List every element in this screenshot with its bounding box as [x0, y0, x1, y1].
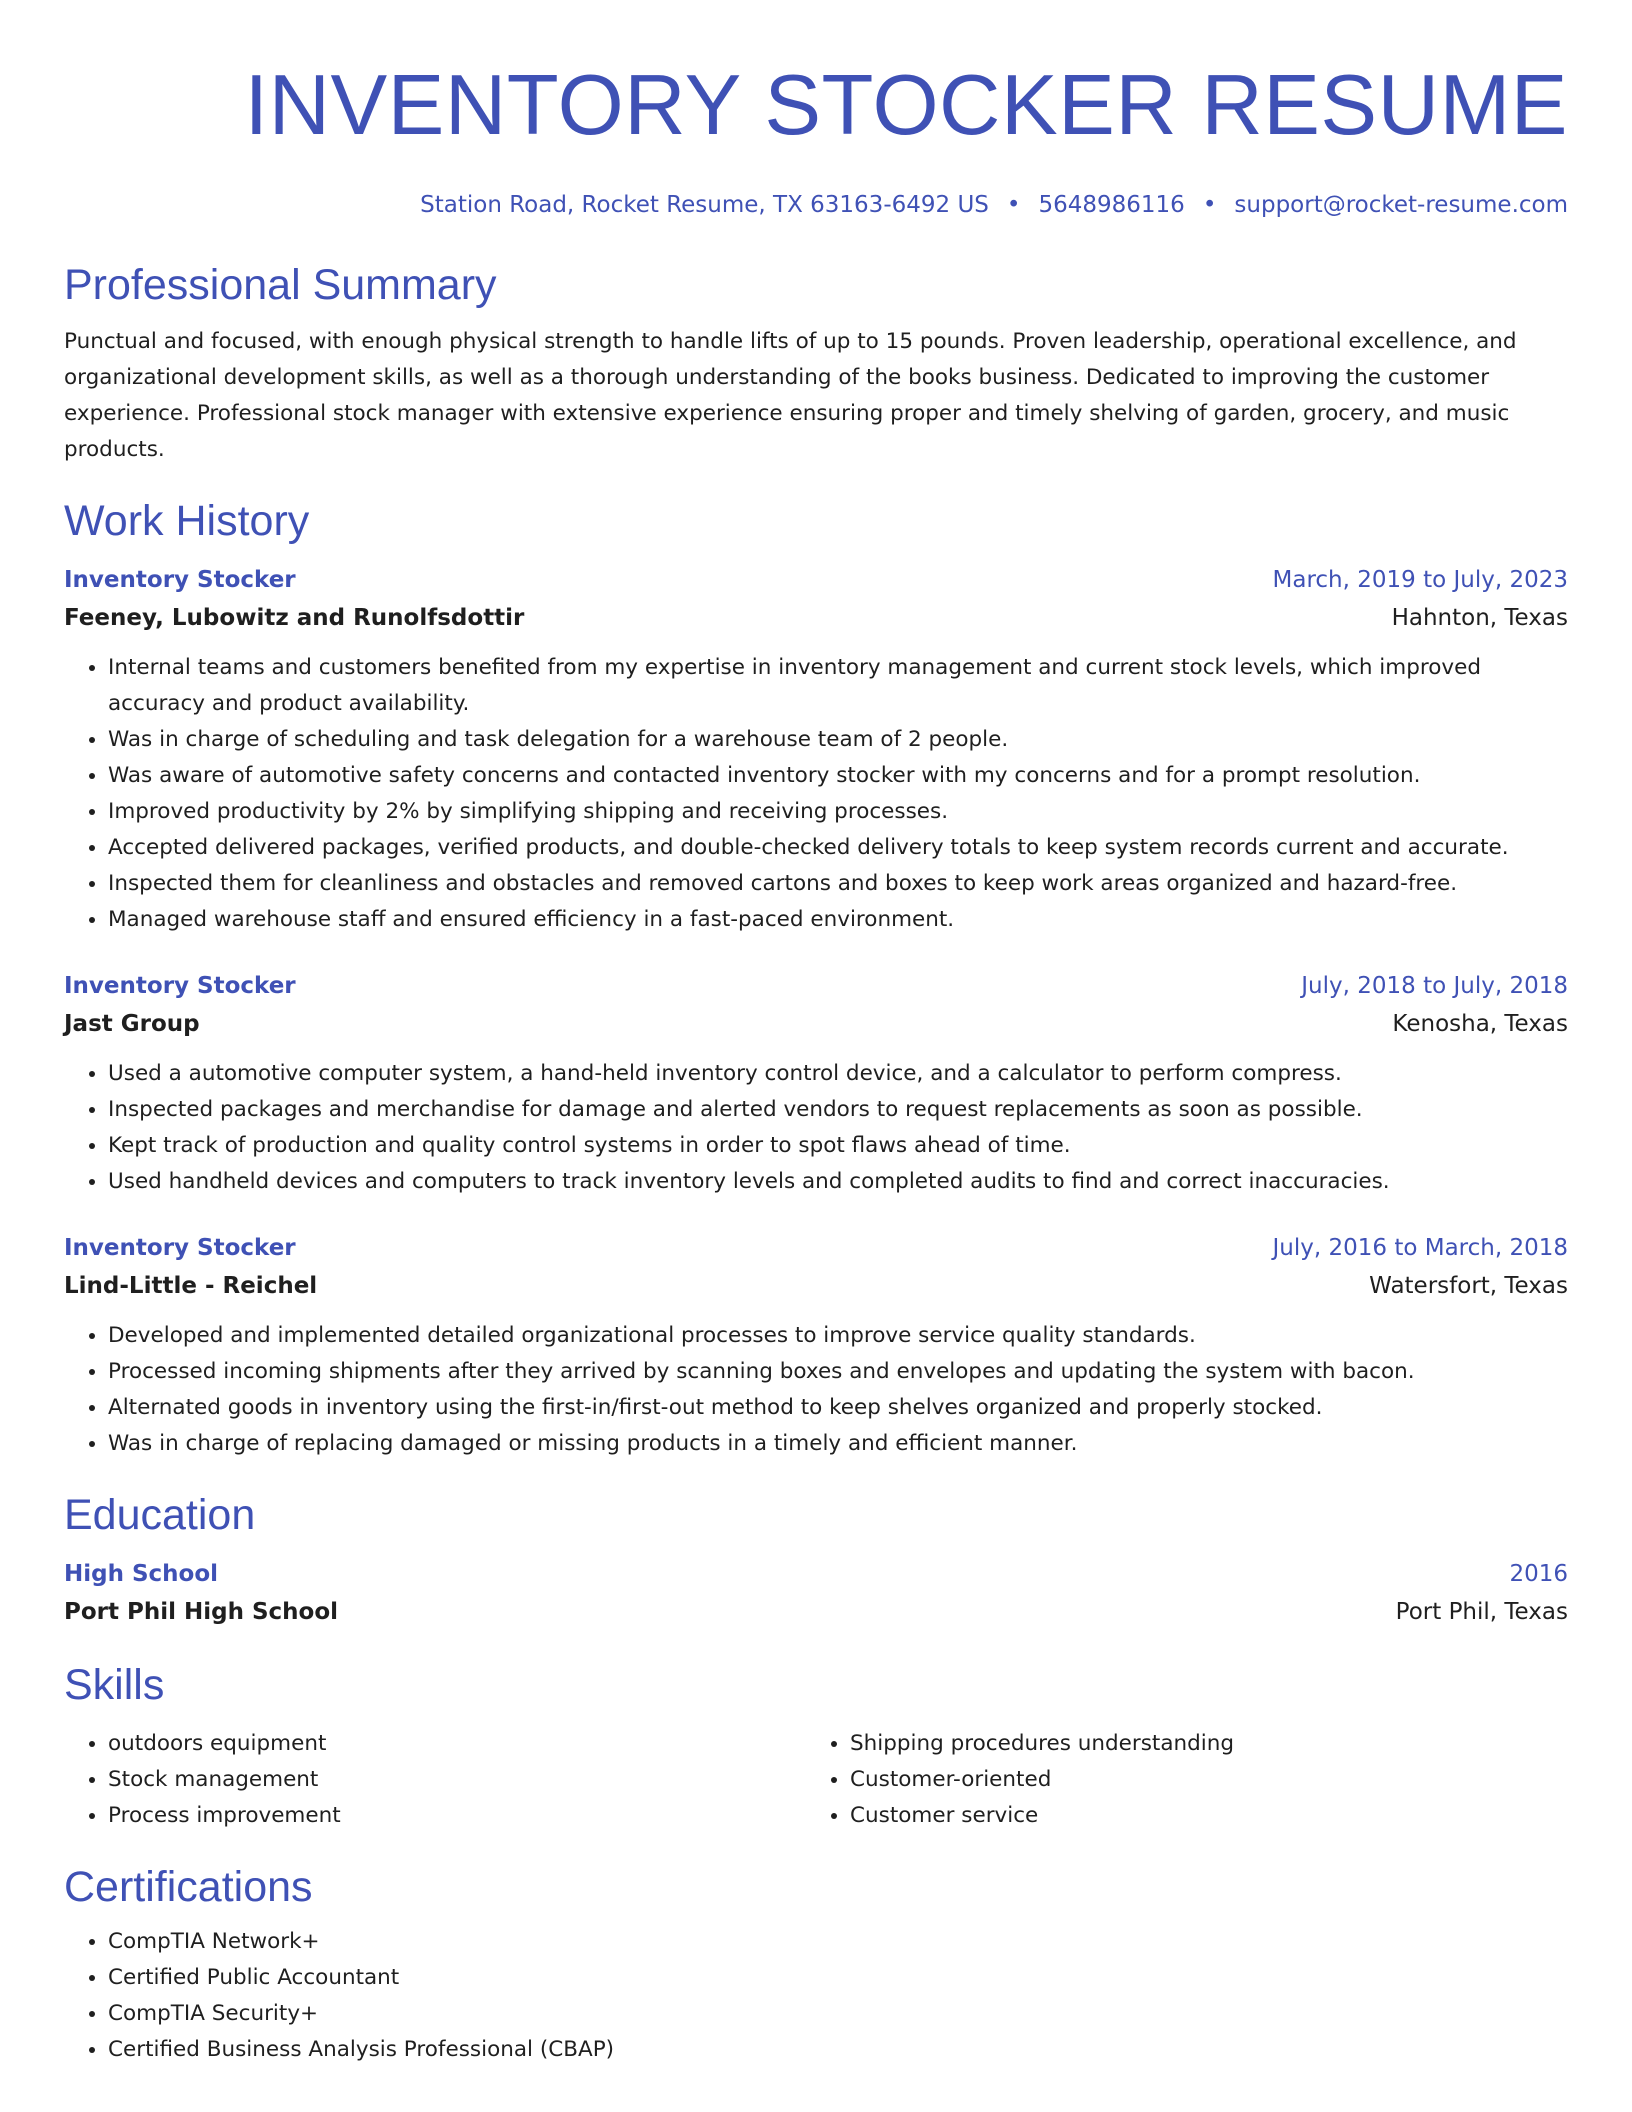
- job-title: Inventory Stocker: [64, 973, 296, 999]
- job-title-row: [64, 562, 1568, 598]
- job-bullet: • Improved productivity by 2% by simplifying shipping and receiving processes.: [108, 794, 1568, 830]
- summary-heading: Professional Summary: [64, 261, 497, 309]
- job-company-row: [64, 1266, 1568, 1306]
- work-history-heading: Work History: [64, 497, 310, 545]
- contact-phone: 5648986116: [1038, 192, 1185, 218]
- job-entry: [64, 562, 1568, 938]
- job-title-row: [64, 1230, 1568, 1266]
- job-company-row: [64, 1004, 1568, 1044]
- job-bullet: • Used handheld devices and computers to track inventory levels and completed audits to find and correct inaccuracies.: [108, 1164, 1568, 1200]
- job-company: Feeney, Lubowitz and Runolfsdottir: [64, 605, 525, 631]
- job-title: Inventory Stocker: [64, 567, 296, 593]
- job-bullet: • Was in charge of scheduling and task delegation for a warehouse team of 2 people.: [108, 722, 1568, 758]
- skill-item: • outdoors equipment: [108, 1726, 806, 1762]
- job-location: Watersfort, Texas: [1369, 1273, 1568, 1299]
- skill-item: • Shipping procedures understanding: [850, 1726, 1548, 1762]
- education-year: 2016: [1509, 1561, 1568, 1587]
- skills-heading: Skills: [64, 1661, 165, 1709]
- education-entry: [64, 1556, 1568, 1632]
- job-company: Jast Group: [64, 1011, 200, 1037]
- education-location: Port Phil, Texas: [1395, 1599, 1568, 1625]
- job-bullet: • Was aware of automotive safety concerns and contacted inventory stocker with my concerns and for a prompt resolution.: [108, 758, 1568, 794]
- job-dates: July, 2018 to July, 2018: [1301, 973, 1568, 999]
- resume-name: INVENTORY STOCKER RESUME: [244, 58, 1568, 153]
- job-location: Hahnton, Texas: [1391, 605, 1568, 631]
- job-bullet: • Inspected packages and merchandise for damage and alerted vendors to request replacements as soon as possible.: [108, 1092, 1568, 1128]
- education-heading: Education: [64, 1491, 256, 1539]
- skills-grid: [64, 1726, 1568, 1834]
- job-bullet: • Managed warehouse staff and ensured efficiency in a fast-paced environment.: [108, 902, 1568, 938]
- contact-email[interactable]: support@rocket-resume.com: [1234, 192, 1568, 218]
- skill-item: • Customer service: [850, 1798, 1548, 1834]
- job-bullet: • Accepted delivered packages, verified products, and double-checked delivery totals to keep system records current and accurate.: [108, 830, 1568, 866]
- job-bullet: • Alternated goods in inventory using the first-in/first-out method to keep shelves organized and properly stocked.: [108, 1390, 1568, 1426]
- job-bullet: • Kept track of production and quality control systems in order to spot flaws ahead of time.: [108, 1128, 1568, 1164]
- job-location: Kenosha, Texas: [1392, 1011, 1568, 1037]
- contact-separator: •: [1202, 192, 1217, 218]
- job-company-row: [64, 598, 1568, 638]
- job-bullet: • Used a automotive computer system, a hand-held inventory control device, and a calculator to perform compress.: [108, 1056, 1568, 1092]
- resume-page: [64, 0, 1568, 2068]
- job-entry: [64, 1230, 1568, 1462]
- education-degree-row: [64, 1556, 1568, 1592]
- certifications-heading: Certifications: [64, 1863, 313, 1911]
- job-bullet: • Internal teams and customers benefited from my expertise in inventory management and current stock levels, which improved accuracy and product availability.: [108, 650, 1568, 722]
- education-school-row: [64, 1592, 1568, 1632]
- job-title: Inventory Stocker: [64, 1235, 296, 1261]
- job-bullet: • Processed incoming shipments after they arrived by scanning boxes and envelopes and updating the system with bacon.: [108, 1354, 1568, 1390]
- job-dates: March, 2019 to July, 2023: [1272, 567, 1568, 593]
- resume-header: [64, 0, 1568, 220]
- contact-address: Station Road, Rocket Resume, TX 63163-6492 US: [420, 192, 989, 218]
- skill-item: • Customer-oriented: [850, 1762, 1548, 1798]
- job-company: Lind-Little - Reichel: [64, 1273, 318, 1299]
- certification-item: • Certified Public Accountant: [108, 1960, 1568, 1996]
- job-bullet: • Inspected them for cleanliness and obstacles and removed cartons and boxes to keep work areas organized and hazard-free.: [108, 866, 1568, 902]
- skill-item: • Stock management: [108, 1762, 806, 1798]
- job-bullet: • Developed and implemented detailed organizational processes to improve service quality standards.: [108, 1318, 1568, 1354]
- skills-list-left: [64, 1726, 806, 1834]
- job-bullets: [64, 1056, 1568, 1200]
- job-bullet: • Was in charge of replacing damaged or missing products in a timely and efficient manner.: [108, 1426, 1568, 1462]
- job-entry: [64, 968, 1568, 1200]
- contact-separator: •: [1006, 192, 1021, 218]
- job-dates: July, 2016 to March, 2018: [1272, 1235, 1568, 1261]
- job-bullets: [64, 650, 1568, 938]
- job-title-row: [64, 968, 1568, 1004]
- certification-item: • Certified Business Analysis Professional (CBAP): [108, 2032, 1568, 2068]
- job-bullets: [64, 1318, 1568, 1462]
- contact-line: [64, 190, 1568, 220]
- education-school: Port Phil High School: [64, 1599, 339, 1625]
- education-degree: High School: [64, 1561, 219, 1587]
- certification-item: • CompTIA Network+: [108, 1924, 1568, 1960]
- certification-item: • CompTIA Security+: [108, 1996, 1568, 2032]
- certifications-list: [64, 1924, 1568, 2068]
- skills-list-right: [806, 1726, 1548, 1834]
- skill-item: • Process improvement: [108, 1798, 806, 1834]
- summary-text: Punctual and focused, with enough physical strength to handle lifts of up to 15 pounds. Proven leadership, operational excellence, and organizational development skills, as well as a thorough understanding of the books business. Dedicated to improving the customer experience. Professional stock manager with extensive experience ensuring proper and timely shelving of garden, grocery, and music products.: [64, 329, 1517, 462]
